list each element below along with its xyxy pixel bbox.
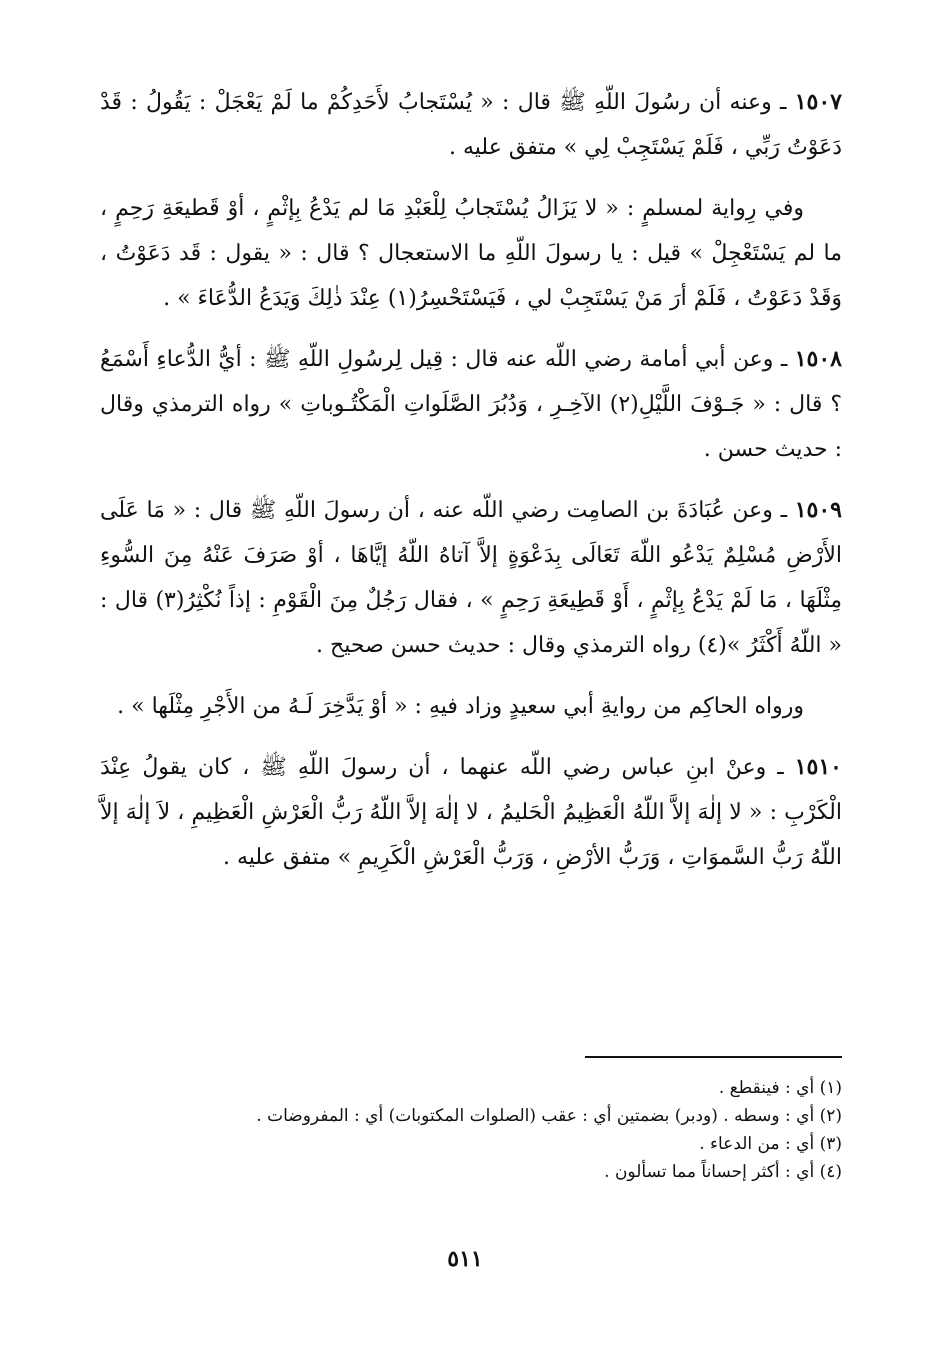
hadith-text: ـ وعن عُبَادَةَ بن الصامِت رضي اللّه عنه ، أن رسولَ اللّهِ ﷺ قال : « مَا عَلَى الأَرْضِ مُسْلِمٌ يَدْعُو اللّهَ تَعَالَى بِدَعْوَةٍ إلاَّ آتاهُ اللّهُ إيَّاهَا ، أوْ صَرَفَ عَنْهُ مِنَ السُّوءِ مِثْلَهَا ، مَا لَمْ يَدْعُ بِإثْمٍ ، أَوْ قَطِيعَةِ رَحِمٍ » ، فقال رَجُلٌ مِنَ الْقَوْمِ : إذاً نُكْثِرُ(٣) قال : « اللّهُ أَكْثَرُ »(٤) رواه الترمذي وقال : حديث حسن صحيح . xyxy=(100,498,842,658)
hadith-number: ١٥٠٧ xyxy=(794,89,842,115)
hadith-1509-hakim-narration xyxy=(100,684,842,729)
footnote-2: (٢) أي : وسطه . (ودبر) بضمتين أي : عقب (الصلوات المكتوبات) أي : المفروضات . xyxy=(256,1106,842,1126)
hadith-1507-muslim-narration xyxy=(100,186,842,321)
hadith-1509 xyxy=(100,488,842,668)
footnote-4: (٤) أي : أكثر إحساناً مما تسألون . xyxy=(604,1162,842,1182)
hadith-text: ـ وعنْ ابنِ عباس رضي اللّه عنهما ، أن رسولَ اللّهِ ﷺ ، كان يقولُ عِنْدَ الْكَرْبِ : « لا إلٰهَ إلاَّ اللّهُ الْعَظِيمُ الْحَليمُ ، لا إلٰهَ إلاَّ اللّهُ رَبُّ الْعَرْشِ الْعَظِيمِ ، لاَ إلٰهَ إلاَّ اللّهُ رَبُّ السَّموَاتِ ، وَرَبُّ الأرْضِ ، وَرَبُّ الْعَرْشِ الْكَرِيمِ » متفق عليه . xyxy=(100,755,842,870)
footnote-1: (١) أي : فينقطع . xyxy=(718,1078,842,1098)
hadith-text: ـ وعن أبي أمامة رضي اللّه عنه قال : قِيل لِرسُولِ اللّهِ ﷺ : أيُّ الدُّعاءِ أَسْمَعُ ؟ قال : « جَـوْفَ اللَّيْلِ(٢) الآخِـرِ ، وَدُبُرَ الصَّلَواتِ الْمَكْتُـوباتِ » رواه الترمذي وقال : حديث حسن . xyxy=(100,347,842,462)
page-number: ٥١١ xyxy=(447,1246,483,1272)
footnote-divider xyxy=(585,1056,842,1058)
hadith-number: ١٥٠٨ xyxy=(794,346,842,372)
hadith-text: وفي رِواية لمسلمٍ : « لا يَزَالُ يُسْتَجابُ لِلْعَبْدِ مَا لم يَدْعُ بِإثْمٍ ، أوْ قَطيعَةِ رَحِمٍ ، ما لم يَسْتَعْجِلْ » قيل : يا رسولَ اللّهِ ما الاستعجال ؟ قال : « يقول : قَد دَعَوْتُ ، وَقَدْ دَعَوْتُ ، فَلَمْ أرَ مَنْ يَسْتَجِبْ لي ، فَيَسْتَحْسِرُ(١) عِنْدَ ذٰلِكَ وَيَدَعُ الدُّعَاءَ » . xyxy=(100,196,842,311)
hadith-1510 xyxy=(100,745,842,880)
footnote-3: (٣) أي : من الدعاء . xyxy=(699,1134,842,1154)
hadith-text: ـ وعنه أن رسُولَ اللّهِ ﷺ قال : « يُسْتَجابُ لأَحَدِكُمْ ما لَمْ يَعْجَلْ : يَقُولُ : قَدْ دَعَوْتُ رَبِّي ، فَلَمْ يَسْتَجِبْ لِي » متفق عليه . xyxy=(100,90,842,160)
hadith-number: ١٥٠٩ xyxy=(794,497,842,523)
hadith-number: ١٥١٠ xyxy=(794,754,842,780)
hadith-text: ورواه الحاكِم من روايةِ أبي سعيدٍ وزاد فيهِ : « أوْ يَدَّخِرَ لَـهُ من الأَجْرِ مِثْلَها » . xyxy=(117,694,804,719)
main-text xyxy=(100,80,842,896)
hadith-1508 xyxy=(100,337,842,472)
footnotes xyxy=(100,1074,842,1186)
hadith-1507 xyxy=(100,80,842,170)
